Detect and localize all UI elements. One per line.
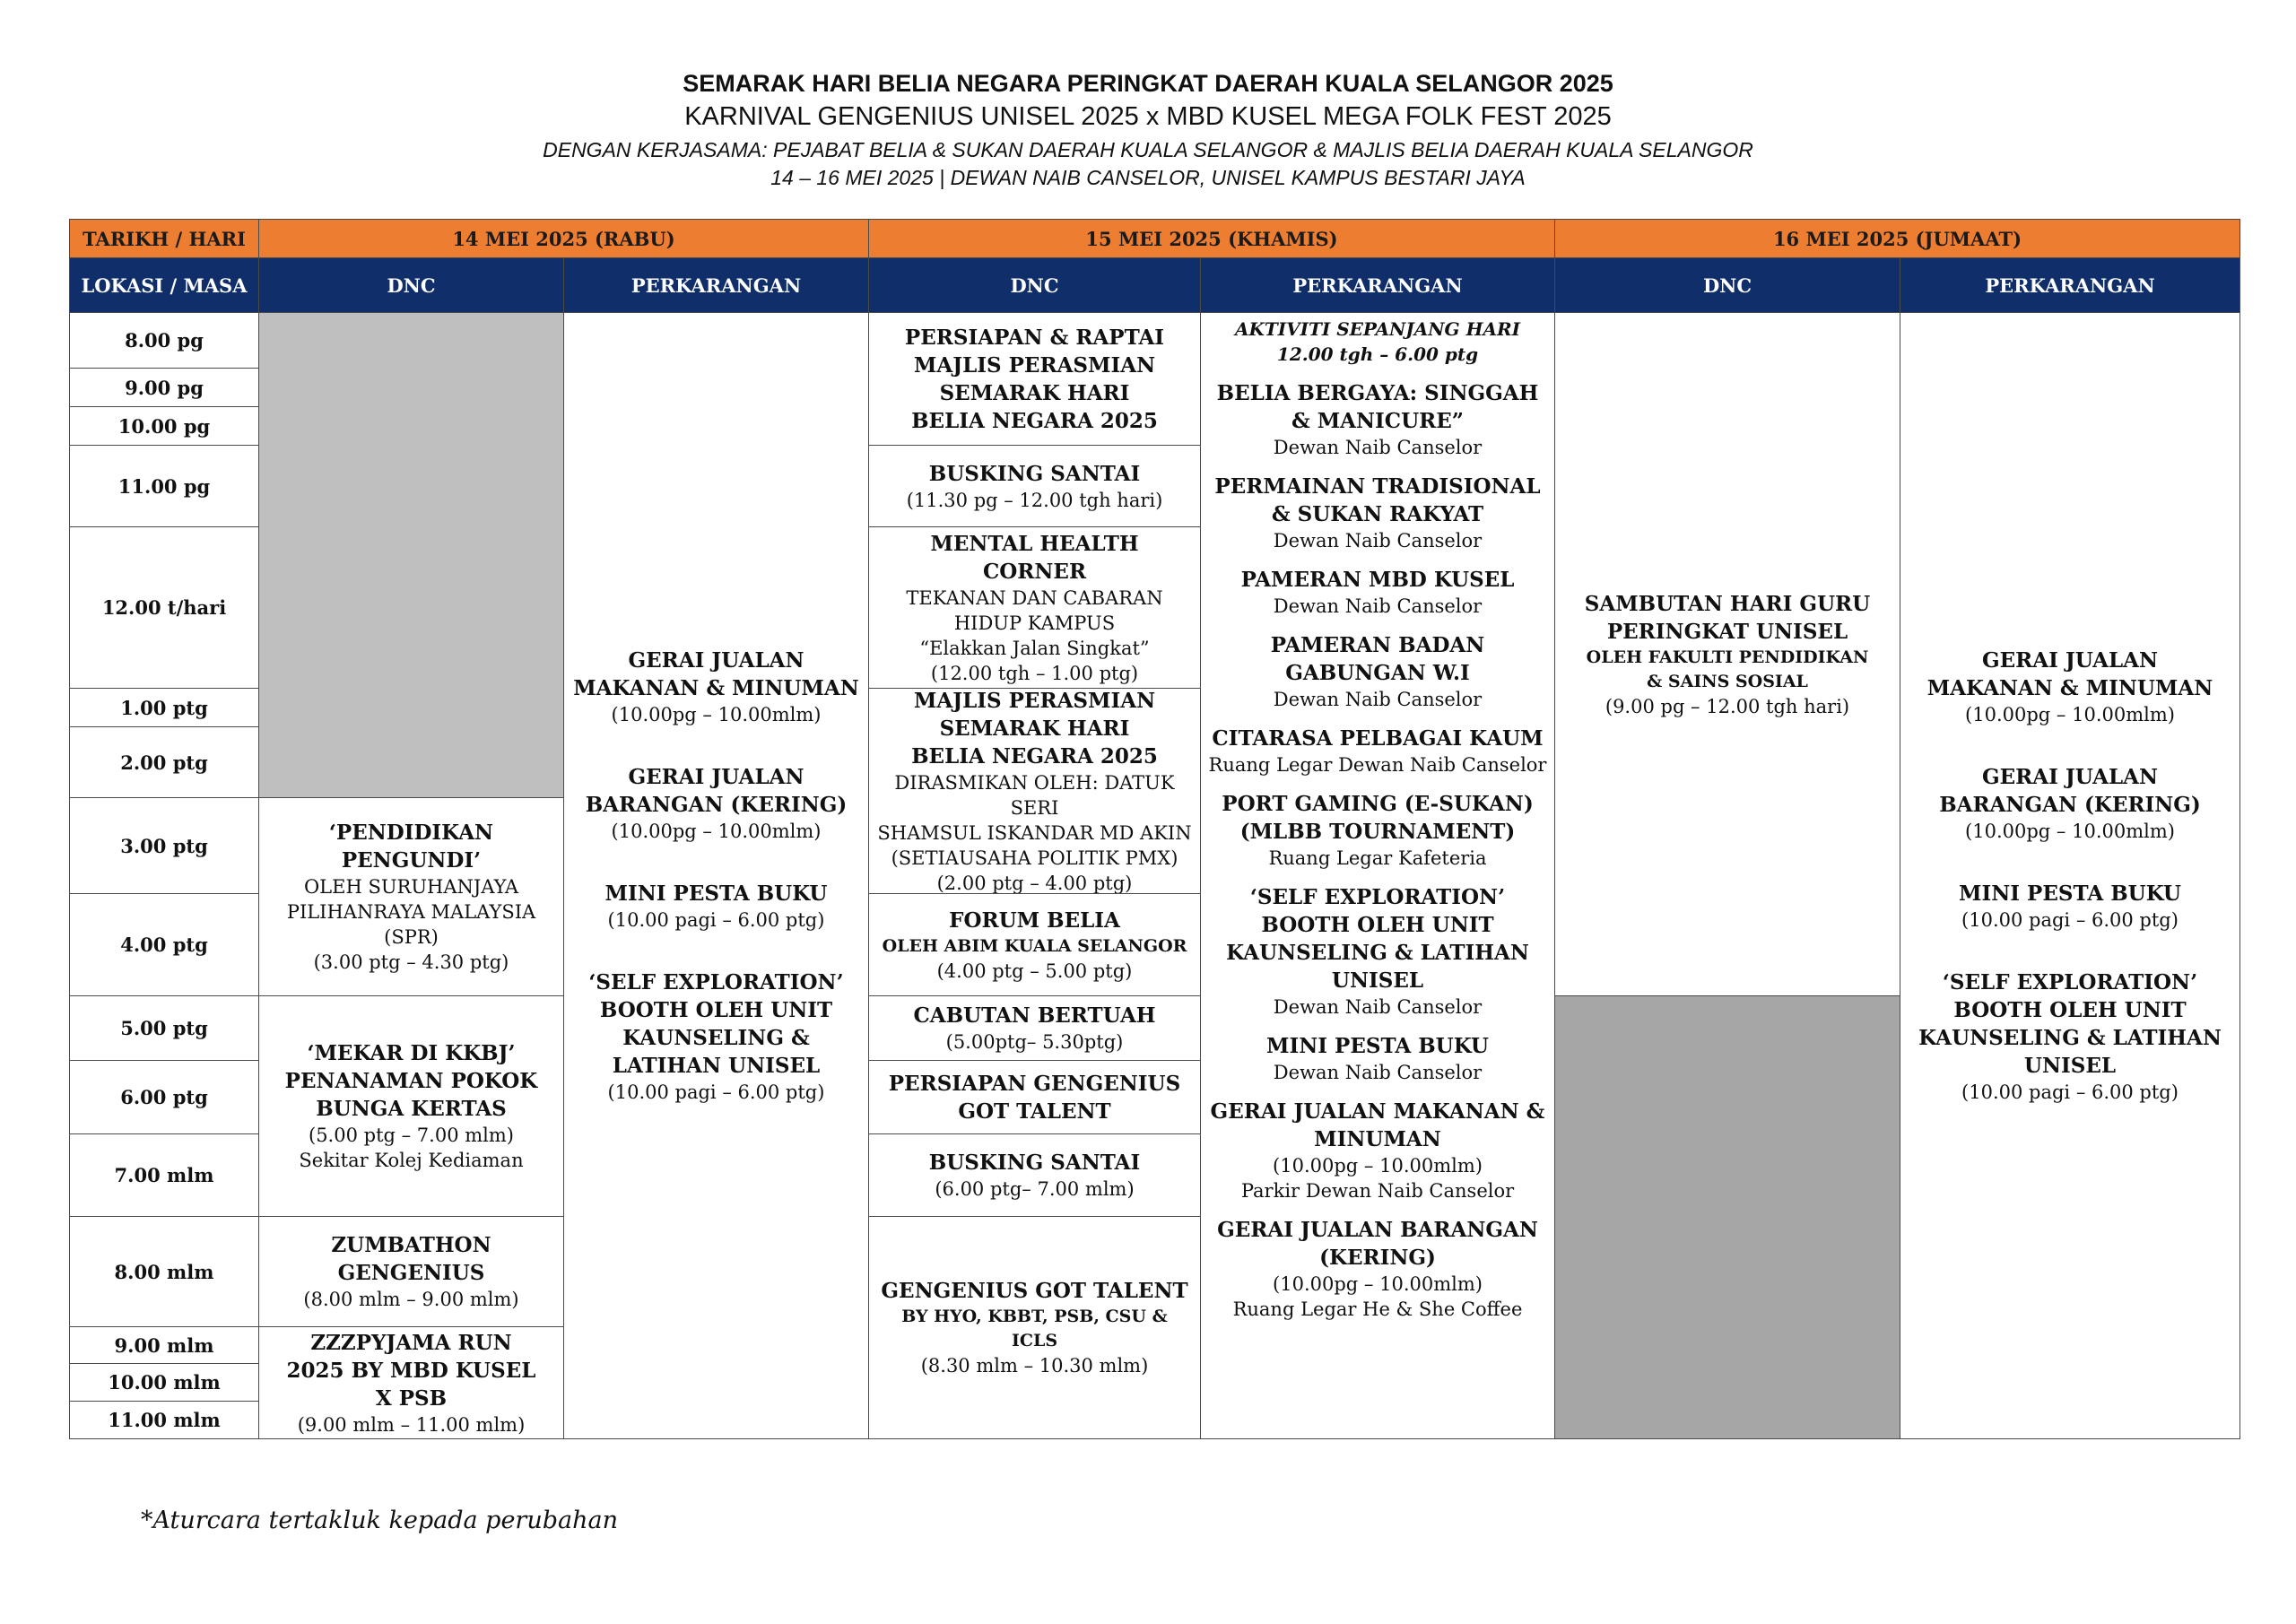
time-slot: 7.00 mlm — [69, 1133, 259, 1217]
day-header-3: 16 MEI 2025 (JUMAAT) — [1554, 219, 2240, 258]
event-title: ‘SELF EXPLORATION’ BOOTH OLEH UNIT KAUNSELING & LATIHAN UNISEL — [588, 970, 844, 1078]
event-zzzpyjama-run — [258, 1326, 564, 1439]
corner-date-header: TARIKH / HARI — [69, 219, 259, 258]
event-time: (3.00 ptg – 4.30 ptg) — [313, 951, 509, 973]
event-time: (10.00 pagi – 6.00 ptg) — [607, 1081, 825, 1103]
event-busking-santai-2 — [868, 1133, 1201, 1217]
event-title: GERAI JUALAN BARANGAN (KERING) — [1939, 765, 2201, 817]
event-time: (11.30 pg – 12.00 tgh hari) — [906, 489, 1163, 511]
event-title: MINI PESTA BUKU — [1959, 881, 2181, 906]
event-time: (6.00 ptg– 7.00 mlm) — [935, 1178, 1135, 1200]
event-title: GERAI JUALAN MAKANAN & MINUMAN — [1210, 1099, 1545, 1151]
time-slot: 11.00 mlm — [69, 1401, 259, 1439]
date-venue-line: 14 – 16 MEI 2025 | DEWAN NAIB CANSELOR, UNISEL KAMPUS BESTARI JAYA — [770, 166, 1526, 189]
event-mental-health-corner — [868, 526, 1201, 689]
event-time: (10.00pg – 10.00mlm) — [1965, 704, 2175, 725]
event-time: (10.00pg – 10.00mlm) — [1273, 1273, 1483, 1295]
time-slot: 6.00 ptg — [69, 1060, 259, 1134]
event-persiapan-got-talent — [868, 1060, 1201, 1134]
event-detail: TEKANAN DAN CABARAN HIDUP KAMPUS — [906, 586, 1163, 634]
time-slot: 9.00 mlm — [69, 1326, 259, 1364]
blocked-slot — [258, 312, 564, 798]
event-zumbathon — [258, 1216, 564, 1327]
day-header-2: 15 MEI 2025 (KHAMIS) — [868, 219, 1555, 258]
location-header-d2-perk: PERKARANGAN — [1200, 257, 1555, 313]
time-slot: 11.00 pg — [69, 445, 259, 527]
event-place: Ruang Legar He & She Coffee — [1232, 1298, 1523, 1320]
time-slot: 4.00 ptg — [69, 893, 259, 996]
time-slot: 9.00 pg — [69, 368, 259, 407]
event-detail: (SETIAUSAHA POLITIK PMX) — [891, 847, 1178, 869]
location-header-d2-dnc: DNC — [868, 257, 1201, 313]
event-title: GERAI JUALAN MAKANAN & MINUMAN — [573, 648, 859, 700]
event-detail: OLEH FAKULTI PENDIDIKAN & SAINS SOSIAL — [1586, 647, 1869, 691]
event-title: BELIA BERGAYA: SINGGAH & MANICURE” — [1216, 381, 1539, 433]
time-slot: 10.00 pg — [69, 406, 259, 446]
event-detail: SHAMSUL ISKANDAR MD AKIN — [877, 821, 1192, 844]
time-slot: 8.00 pg — [69, 312, 259, 369]
event-title: MINI PESTA BUKU — [1266, 1034, 1489, 1058]
event-title: GERAI JUALAN MAKANAN & MINUMAN — [1926, 648, 2213, 700]
event-time: (5.00 ptg – 7.00 mlm) — [309, 1125, 514, 1146]
event-title: SAMBUTAN HARI GURU PERINGKAT UNISEL — [1584, 591, 1871, 644]
time-slot: 3.00 ptg — [69, 797, 259, 894]
all-day-label: AKTIVITI SEPANJANG HARI — [1235, 318, 1520, 340]
event-detail: OLEH SURUHANJAYA — [303, 876, 519, 898]
event-place: Dewan Naib Canselor — [1273, 437, 1483, 458]
event-gengenius-got-talent — [868, 1216, 1201, 1439]
time-slot: 1.00 ptg — [69, 688, 259, 727]
event-time: (5.00ptg– 5.30ptg) — [945, 1031, 1124, 1053]
event-detail: PILIHANRAYA MALAYSIA — [286, 901, 536, 923]
event-time: (10.00pg – 10.00mlm) — [1273, 1155, 1483, 1177]
d2-perkarangan-events — [1200, 312, 1555, 1439]
event-busking-santai — [868, 445, 1201, 527]
event-title: PERMAINAN TRADISIONAL & SUKAN RAKYAT — [1214, 474, 1541, 526]
location-header-d1-perk: PERKARANGAN — [563, 257, 869, 313]
event-time: (10.00pg – 10.00mlm) — [611, 704, 822, 725]
event-time: (10.00 pagi – 6.00 ptg) — [607, 909, 825, 931]
event-time: (10.00 pagi – 6.00 ptg) — [1961, 909, 2179, 931]
event-title: ‘SELF EXPLORATION’ BOOTH OLEH UNIT KAUNSELING & LATIHAN UNISEL — [1918, 970, 2222, 1078]
event-forum-belia — [868, 893, 1201, 996]
event-pendidikan-pengundi — [258, 797, 564, 996]
event-title: MINI PESTA BUKU — [604, 881, 828, 906]
event-detail: DIRASMIKAN OLEH: DATUK SERI — [894, 771, 1175, 819]
event-title: BUSKING SANTAI — [928, 461, 1141, 486]
event-place: Ruang Legar Dewan Naib Canselor — [1208, 754, 1547, 776]
day-header-1: 14 MEI 2025 (RABU) — [258, 219, 869, 258]
d3-perkarangan-events — [1900, 312, 2240, 1439]
event-time: (2.00 ptg – 4.00 ptg) — [936, 872, 1133, 894]
event-time: (9.00 mlm – 11.00 mlm) — [297, 1413, 526, 1436]
event-title: GERAI JUALAN BARANGAN (KERING) — [585, 765, 848, 817]
event-time: (12.00 tgh – 1.00 ptg) — [930, 662, 1139, 684]
event-sambutan-hari-guru — [1554, 312, 1900, 996]
event-title: PAMERAN BADAN GABUNGAN W.I — [1270, 633, 1485, 685]
event-detail: OLEH ABIM KUALA SELANGOR — [882, 935, 1187, 956]
event-title: PERSIAPAN & RAPTAI MAJLIS PERASMIAN SEMARAK HARI BELIA NEGARA 2025 — [904, 325, 1165, 433]
event-title: ‘MEKAR DI KKBJ’ PENANAMAN POKOK BUNGA KERTAS — [284, 1041, 538, 1121]
event-title: MAJLIS PERASMIAN SEMARAK HARI BELIA NEGARA 2025 — [911, 688, 1158, 769]
location-header-d1-dnc: DNC — [258, 257, 564, 313]
event-title: PERSIAPAN GENGENIUS GOT TALENT — [888, 1071, 1181, 1124]
event-title: BUSKING SANTAI — [928, 1151, 1141, 1175]
event-title: ‘PENDIDIKAN PENGUNDI’ — [328, 821, 494, 873]
all-day-time: 12.00 tgh – 6.00 ptg — [1276, 343, 1479, 365]
event-title: GERAI JUALAN BARANGAN (KERING) — [1217, 1218, 1538, 1270]
event-time: (10.00pg – 10.00mlm) — [611, 821, 822, 842]
blocked-slot — [1554, 995, 1900, 1439]
event-time: (8.00 mlm – 9.00 mlm) — [303, 1289, 519, 1310]
event-title: ZUMBATHON GENGENIUS — [331, 1233, 491, 1285]
event-place: Parkir Dewan Naib Canselor — [1240, 1180, 1515, 1202]
location-header-d3-dnc: DNC — [1554, 257, 1900, 313]
partners-line: DENGAN KERJASAMA: PEJABAT BELIA & SUKAN DAERAH KUALA SELANGOR & MAJLIS BELIA DAERAH KUALA SELANGOR — [543, 138, 1753, 161]
event-time: (10.00 pagi – 6.00 ptg) — [1961, 1081, 2179, 1103]
time-slot: 12.00 t/hari — [69, 526, 259, 689]
event-title: GENGENIUS GOT TALENT — [881, 1279, 1188, 1303]
event-place: Sekitar Kolej Kediaman — [299, 1150, 524, 1171]
event-time: (4.00 ptg – 5.00 ptg) — [936, 960, 1133, 982]
page-subtitle: KARNIVAL GENGENIUS UNISEL 2025 x MBD KUSEL MEGA FOLK FEST 2025 — [684, 102, 1612, 131]
event-mekar-di-kkbj — [258, 995, 564, 1217]
event-time: (8.30 mlm – 10.30 mlm) — [920, 1355, 1149, 1376]
event-place: Dewan Naib Canselor — [1273, 996, 1483, 1018]
event-place: Dewan Naib Canselor — [1273, 1062, 1483, 1083]
event-majlis-perasmian — [868, 688, 1201, 894]
event-place: Dewan Naib Canselor — [1273, 530, 1483, 551]
time-slot: 10.00 mlm — [69, 1363, 259, 1402]
d1-perkarangan-events — [563, 312, 869, 1439]
event-detail: “Elakkan Jalan Singkat” — [919, 637, 1150, 659]
event-title: PORT GAMING (E-SUKAN) (MLBB TOURNAMENT) — [1222, 792, 1534, 844]
event-cabutan-bertuah — [868, 995, 1201, 1061]
event-place: Dewan Naib Canselor — [1273, 595, 1483, 617]
event-place: Ruang Legar Kafeteria — [1268, 847, 1487, 869]
time-slot: 2.00 ptg — [69, 726, 259, 798]
event-title: ZZZPYJAMA RUN 2025 BY MBD KUSEL X PSB — [286, 1330, 536, 1411]
event-detail: (SPR) — [384, 926, 439, 948]
event-time: (10.00pg – 10.00mlm) — [1965, 821, 2175, 842]
time-slot: 8.00 mlm — [69, 1216, 259, 1327]
event-detail: BY HYO, KBBT, PSB, CSU & ICLS — [901, 1307, 1168, 1350]
event-title: MENTAL HEALTH CORNER — [930, 531, 1139, 584]
event-time: (9.00 pg – 12.00 tgh hari) — [1605, 695, 1850, 717]
event-title: FORUM BELIA — [949, 908, 1120, 933]
time-slot: 5.00 ptg — [69, 995, 259, 1061]
corner-location-header: LOKASI / MASA — [69, 257, 259, 313]
event-persiapan-raptai — [868, 312, 1201, 446]
event-title: ‘SELF EXPLORATION’ BOOTH OLEH UNIT KAUNSELING & LATIHAN UNISEL — [1226, 885, 1529, 993]
event-title: PAMERAN MBD KUSEL — [1240, 568, 1515, 592]
location-header-d3-perk: PERKARANGAN — [1900, 257, 2240, 313]
event-place: Dewan Naib Canselor — [1273, 689, 1483, 710]
event-title: CITARASA PELBAGAI KAUM — [1212, 726, 1544, 751]
page-title: SEMARAK HARI BELIA NEGARA PERINGKAT DAERAH KUALA SELANGOR 2025 — [683, 70, 1613, 97]
footnote: *Aturcara tertakluk kepada perubahan — [141, 1507, 618, 1534]
event-title: CABUTAN BERTUAH — [913, 1003, 1156, 1028]
